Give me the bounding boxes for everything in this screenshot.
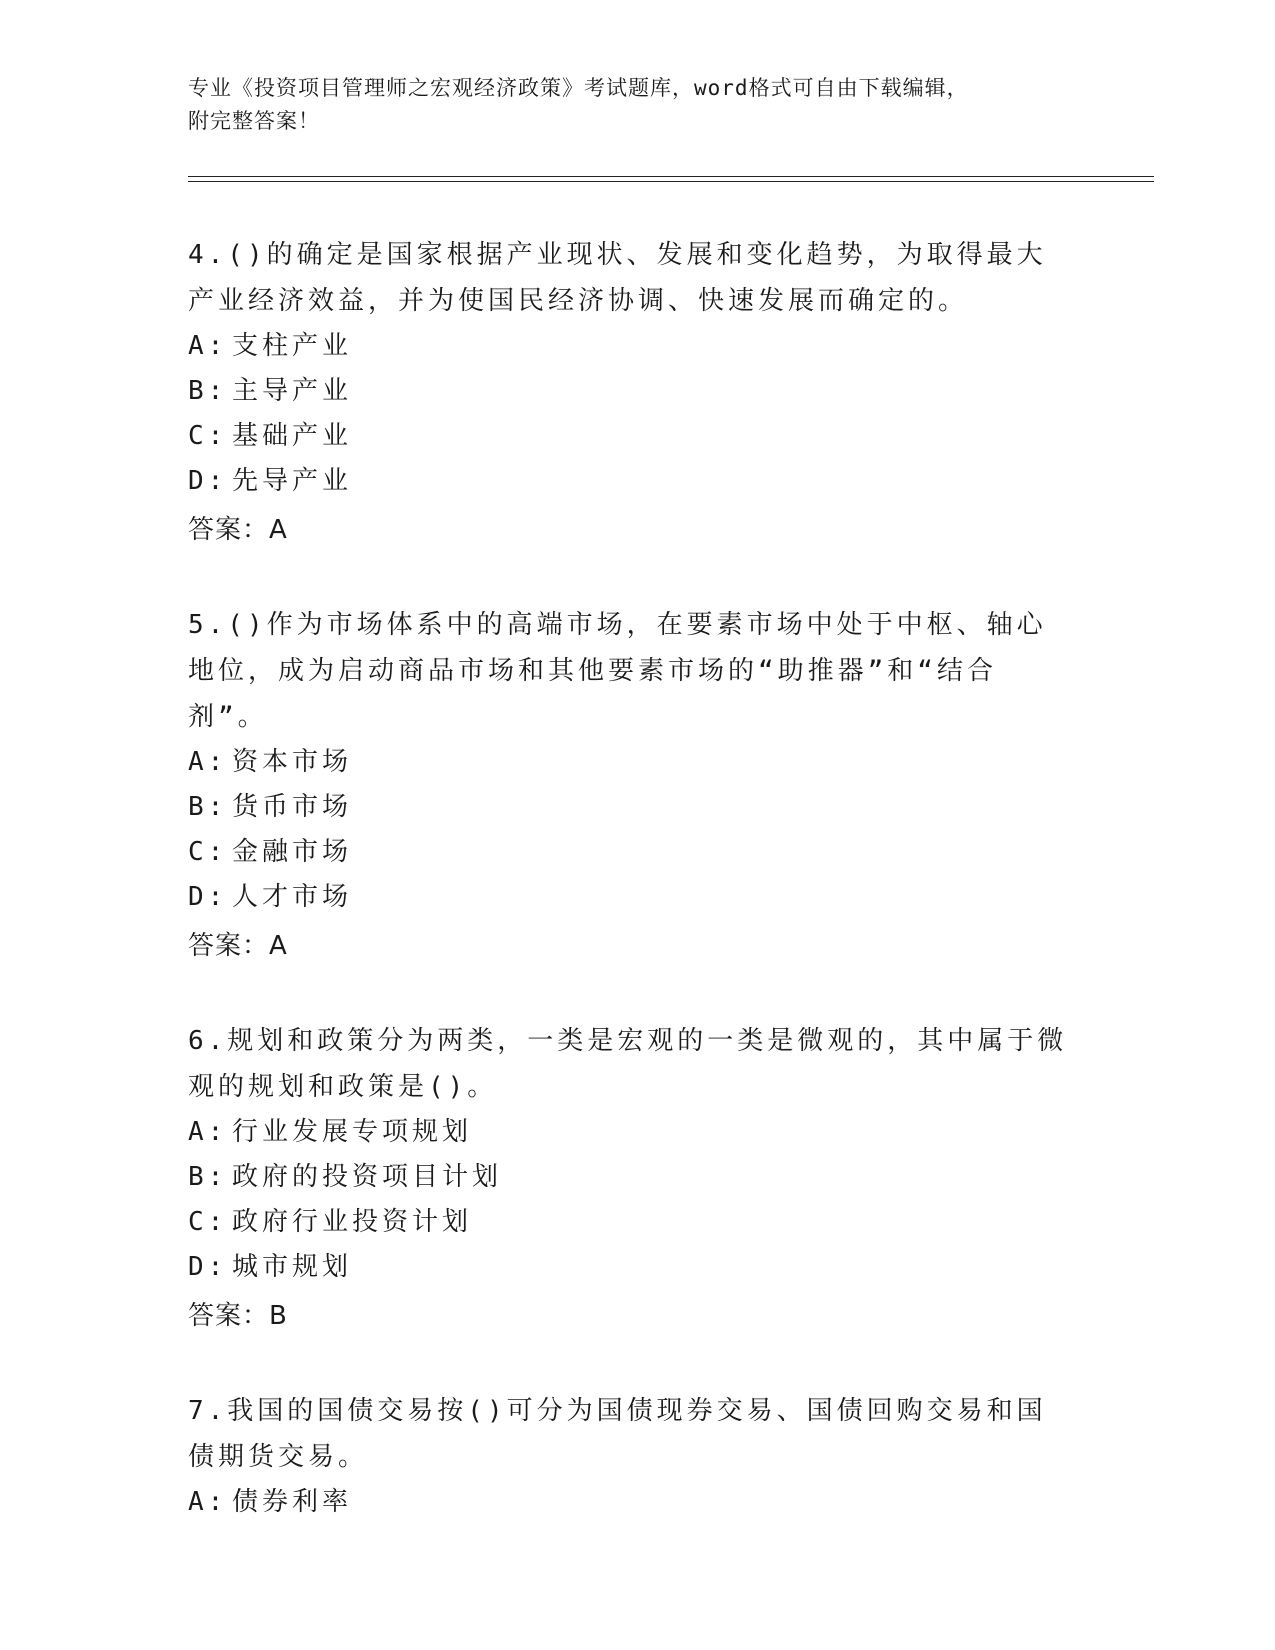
option-letter: A: [188, 747, 228, 777]
header-intro-line1: 专业《投资项目管理师之宏观经济政策》考试题库，word格式可自由下载编辑， [188, 76, 969, 100]
option-c [188, 414, 1068, 459]
question-7 [188, 1388, 1068, 1525]
option-list [188, 324, 1068, 504]
option-list [188, 740, 1068, 920]
question-5 [188, 602, 1068, 970]
option-a [188, 1480, 1068, 1525]
option-b [188, 1155, 1068, 1200]
question-text: 6.规划和政策分为两类，一类是宏观的一类是微观的，其中属于微观的规划和政策是()。 [188, 1026, 1068, 1102]
question-text: 7.我国的国债交易按()可分为国债现券交易、国债回购交易和国债期货交易。 [188, 1396, 1047, 1472]
option-text: 资本市场 [232, 747, 353, 777]
option-a [188, 324, 1068, 369]
option-text: 政府行业投资计划 [232, 1207, 473, 1237]
question-6 [188, 1018, 1068, 1340]
option-text: 人才市场 [232, 882, 353, 912]
question-list [188, 232, 1068, 1573]
option-a [188, 740, 1068, 785]
option-text: 政府的投资项目计划 [232, 1162, 503, 1192]
option-text: 债券利率 [232, 1487, 353, 1517]
option-letter: A: [188, 1487, 228, 1517]
answer-label: 答案：B [188, 1301, 288, 1331]
header-divider-top [188, 176, 1154, 177]
question-text: 5.()作为市场体系中的高端市场，在要素市场中处于中枢、轴心地位，成为启动商品市场和其他要素市场的“助推器”和“结合剂”。 [188, 610, 1047, 732]
answer-label: 答案：A [188, 931, 288, 961]
option-letter: A: [188, 331, 228, 361]
option-letter: B: [188, 376, 228, 406]
option-d [188, 875, 1068, 920]
header-intro-line2: 附完整答案！ [188, 109, 320, 133]
option-text: 支柱产业 [232, 331, 353, 361]
option-text: 行业发展专项规划 [232, 1117, 473, 1147]
option-text: 货币市场 [232, 792, 353, 822]
option-d [188, 1245, 1068, 1290]
option-c [188, 1200, 1068, 1245]
option-letter: D: [188, 882, 228, 912]
option-letter: D: [188, 1252, 228, 1282]
option-letter: C: [188, 1207, 228, 1237]
option-letter: B: [188, 792, 228, 822]
option-letter: C: [188, 837, 228, 867]
question-4 [188, 232, 1068, 554]
option-a [188, 1110, 1068, 1155]
header-divider-bottom [188, 181, 1154, 182]
option-b [188, 785, 1068, 830]
option-d [188, 459, 1068, 504]
option-text: 金融市场 [232, 837, 353, 867]
option-text: 先导产业 [232, 466, 353, 496]
option-text: 主导产业 [232, 376, 353, 406]
option-c [188, 830, 1068, 875]
option-text: 基础产业 [232, 421, 353, 451]
option-letter: B: [188, 1162, 228, 1192]
option-list [188, 1110, 1068, 1290]
option-list [188, 1480, 1068, 1525]
option-text: 城市规划 [232, 1252, 353, 1282]
option-letter: A: [188, 1117, 228, 1147]
document-header [188, 72, 1068, 138]
option-b [188, 369, 1068, 414]
question-text: 4.()的确定是国家根据产业现状、发展和变化趋势，为取得最大产业经济效益，并为使国民经济协调、快速发展而确定的。 [188, 240, 1047, 316]
answer-label: 答案：A [188, 515, 288, 545]
option-letter: D: [188, 466, 228, 496]
option-letter: C: [188, 421, 228, 451]
